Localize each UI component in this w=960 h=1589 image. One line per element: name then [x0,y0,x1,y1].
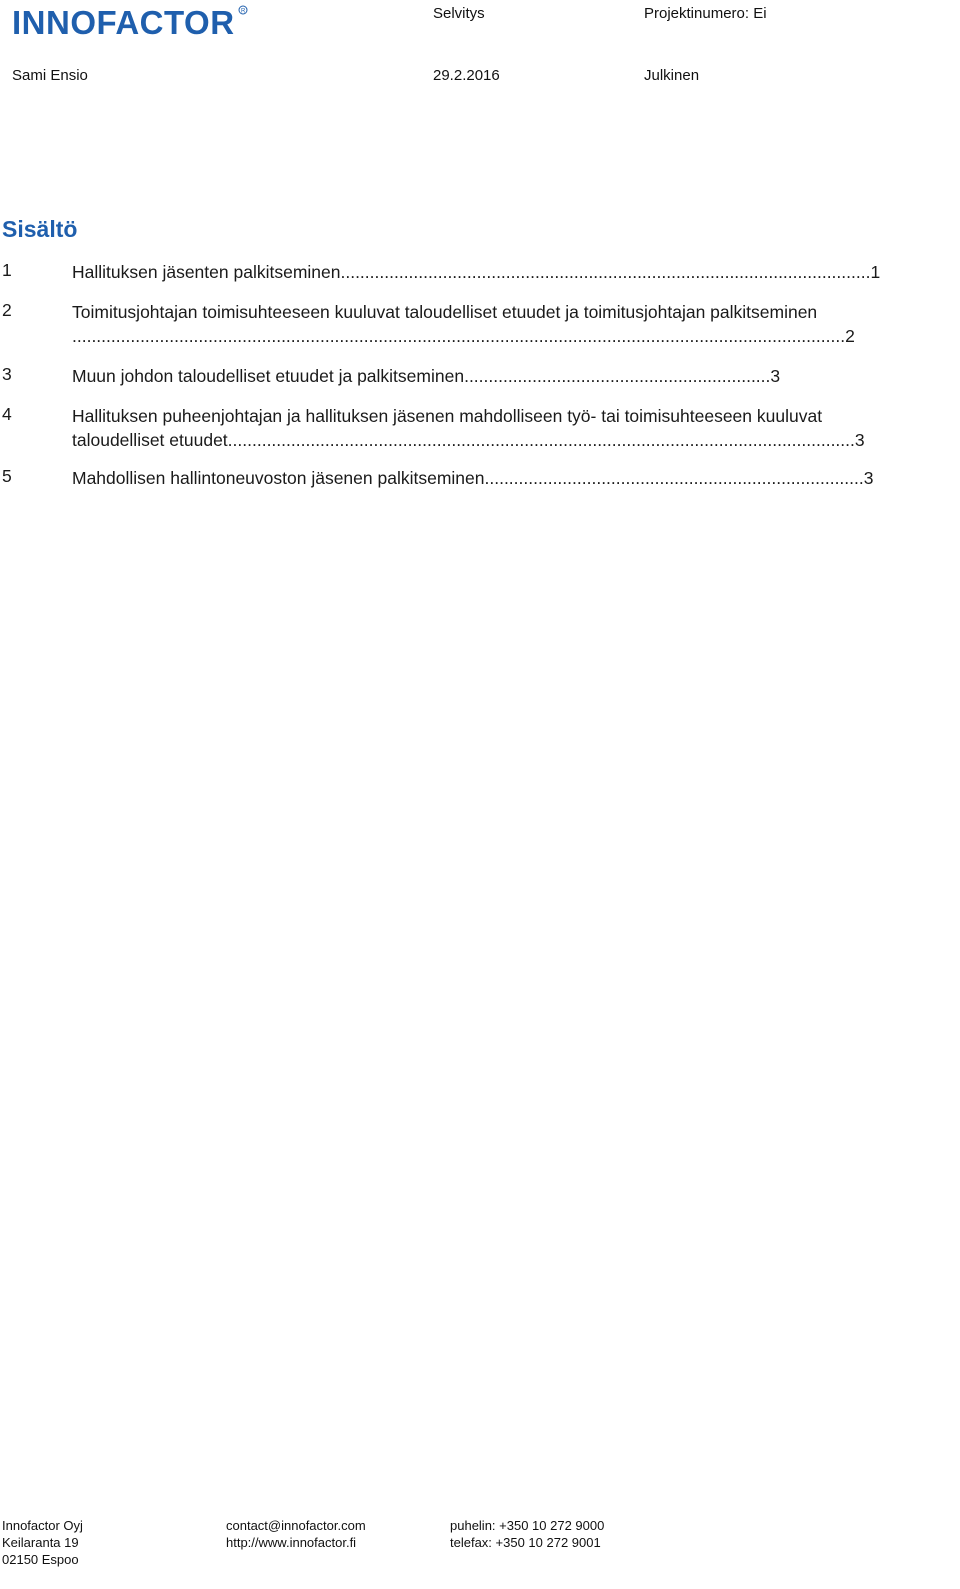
dot-leader: ............................................................... [464,366,771,386]
toc-entry-number: 1 [2,260,12,280]
toc-page-number: 3 [863,468,874,488]
toc-entry-text: Muun johdon taloudelliset etuudet ja palkitseminen [72,366,465,386]
footer-street: Keilaranta 19 [2,1535,79,1550]
dot-leader: ............................................................................................................................................................... [72,326,846,346]
footer-phones [450,1517,604,1551]
toc-page-number: 1 [870,262,881,282]
dot-leader: ............................................................................................................. [340,262,871,282]
document-type: Selvitys [433,5,485,22]
footer-phone: puhelin: +350 10 272 9000 [450,1518,605,1533]
footer-address [2,1517,83,1568]
toc-entry-text: taloudelliset etuudet [72,430,228,450]
toc-title: Sisältö [2,216,78,242]
footer-fax: telefax: +350 10 272 9001 [450,1535,601,1550]
author-name: Sami Ensio [12,67,88,84]
footer-postal: 02150 Espoo [2,1552,79,1567]
toc-entry-text: Mahdollisen hallintoneuvoston jäsenen palkitseminen [72,468,485,488]
svg-text:INNOFACTOR: INNOFACTOR [12,4,235,40]
toc-entry-number: 2 [2,300,12,320]
classification: Julkinen [644,67,700,84]
toc-entry-number: 4 [2,404,12,424]
toc-page-number: 2 [845,326,855,346]
toc-page-number: 3 [854,430,865,450]
footer-email[interactable]: contact@innofactor.com [226,1518,366,1533]
footer-contact [226,1517,366,1551]
footer-web[interactable]: http://www.innofactor.fi [226,1535,357,1550]
toc-page-number: 3 [770,366,781,386]
toc-entry-text: Hallituksen jäsenten palkitseminen [72,262,341,282]
dot-leader: .............................................................................. [484,468,864,488]
innofactor-logo [12,4,252,40]
toc-entry-number: 3 [2,364,12,384]
toc-entry-text: Toimitusjohtajan toimisuhteeseen kuuluvat taloudelliset etuudet ja toimitusjohtajan palkitseminen [72,302,818,322]
footer-company: Innofactor Oyj [2,1518,83,1533]
toc-entry-number: 5 [2,466,12,486]
toc-entry-text: Hallituksen puheenjohtajan ja hallituksen jäsenen mahdolliseen työ- tai toimisuhteeseen kuuluvat [72,406,823,426]
project-number: Projektinumero: Ei [644,5,767,22]
dot-leader: ................................................................................................................................. [227,430,855,450]
svg-text:R: R [241,8,246,15]
document-date: 29.2.2016 [433,67,500,84]
